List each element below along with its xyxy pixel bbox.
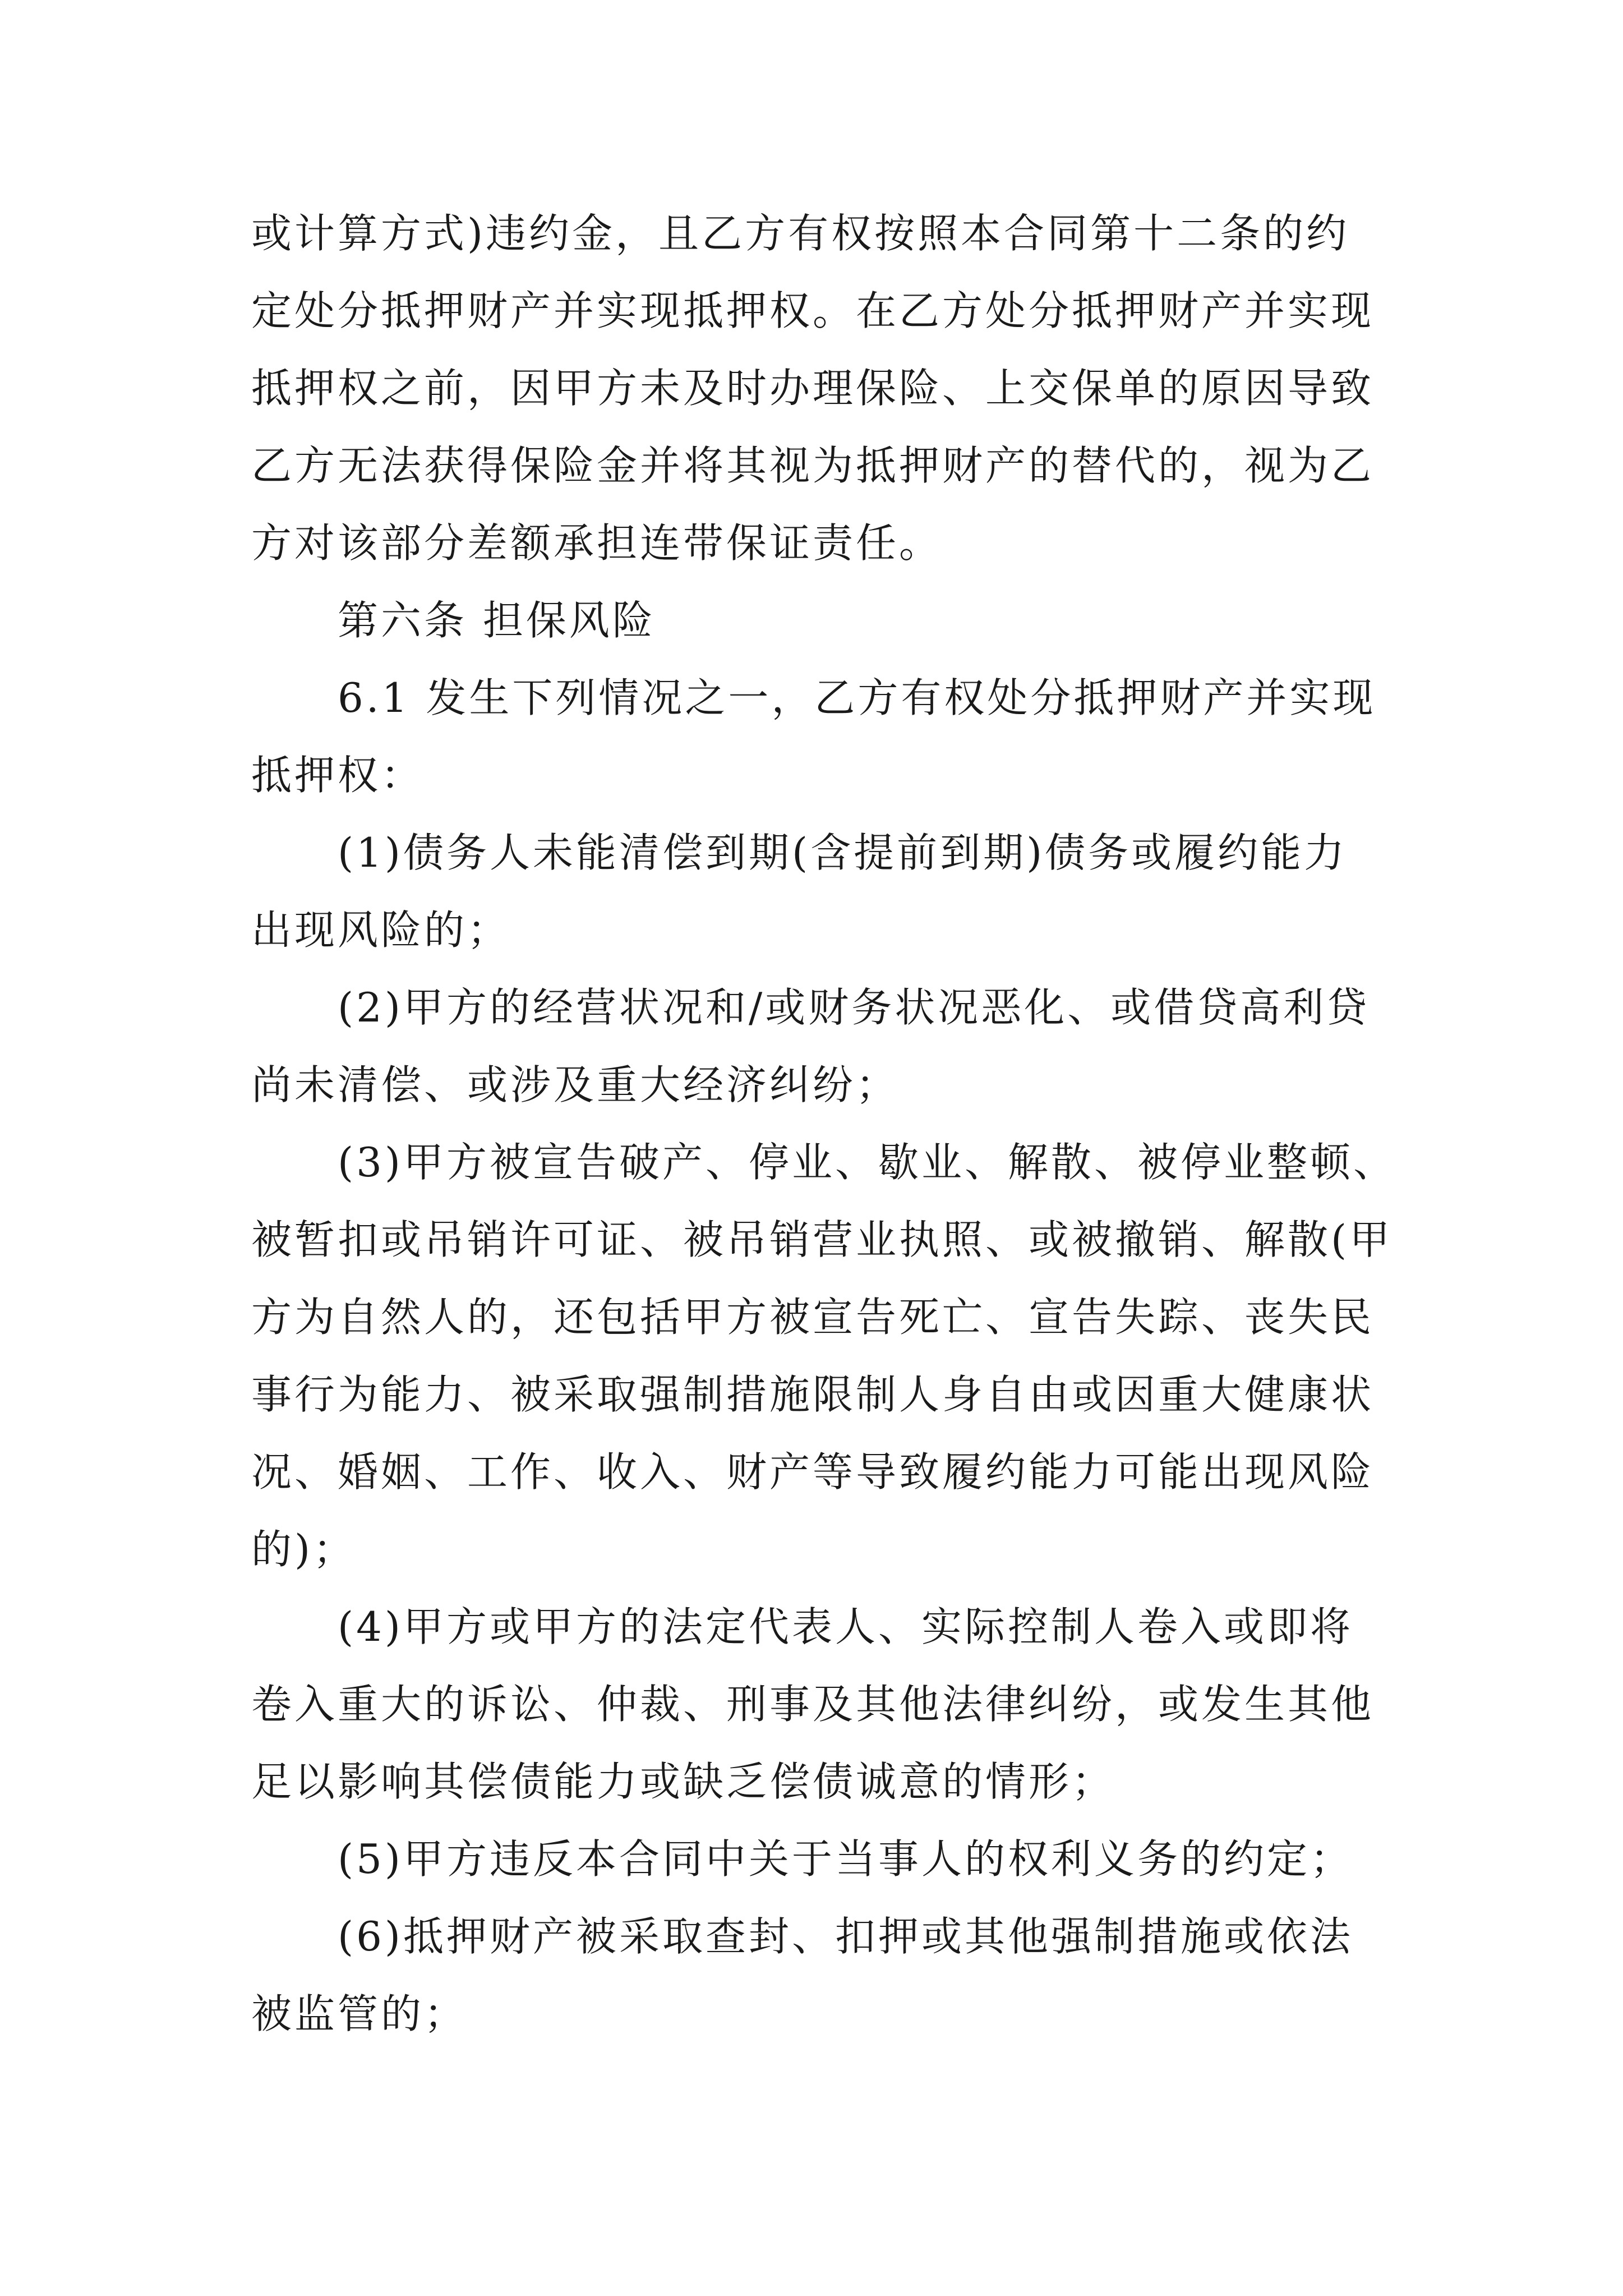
text-line: 抵押权：	[251, 752, 425, 799]
text-line: 出现风险的；	[251, 907, 511, 954]
text-line: 事行为能力、被采取强制措施限制人身自由或因重大健康状	[251, 1371, 1375, 1418]
text-line: (4)甲方或甲方的法定代表人、实际控制人卷入或即将	[338, 1603, 1353, 1650]
section-heading: 第六条 担保风险	[338, 597, 656, 644]
text-line: 或计算方式)违约金，且乙方有权按照本合同第十二条的约	[251, 210, 1350, 257]
text-line: 乙方无法获得保险金并将其视为抵押财产的替代的，视为乙	[251, 442, 1375, 489]
text-line: 尚未清偿、或涉及重大经济纠纷；	[251, 1061, 900, 1108]
text-line: (3)甲方被宣告破产、停业、歇业、解散、被停业整顿、	[338, 1139, 1396, 1186]
text-line: (5)甲方违反本合同中关于当事人的权利义务的约定；	[338, 1835, 1353, 1883]
text-line: 被暂扣或吊销许可证、被吊销营业执照、或被撤销、解散(甲	[251, 1216, 1393, 1263]
text-line: (1)债务人未能清偿到期(含提前到期)债务或履约能力	[338, 829, 1348, 876]
text-line: 被监管的；	[251, 1990, 468, 2037]
text-line: 的)；	[251, 1526, 357, 1573]
text-line: 定处分抵押财产并实现抵押权。在乙方处分抵押财产并实现	[251, 287, 1375, 334]
text-line: 方对该部分差额承担连带保证责任。	[251, 519, 943, 567]
text-line: 卷入重大的诉讼、仲裁、刑事及其他法律纠纷，或发生其他	[251, 1681, 1375, 1728]
text-line: (2)甲方的经营状况和/或财务状况恶化、或借贷高利贷	[338, 984, 1370, 1031]
text-line: 况、婚姻、工作、收入、财产等导致履约能力可能出现风险	[251, 1448, 1375, 1496]
text-line: 方为自然人的，还包括甲方被宣告死亡、宣告失踪、丧失民	[251, 1294, 1375, 1341]
text-line: 抵押权之前，因甲方未及时办理保险、上交保单的原因导致	[251, 365, 1375, 412]
text-line: 6.1 发生下列情况之一，乙方有权处分抵押财产并实现	[338, 674, 1376, 721]
text-line: 足以影响其偿债能力或缺乏偿债诚意的情形；	[251, 1758, 1115, 1805]
text-line: (6)抵押财产被采取查封、扣押或其他强制措施或依法	[338, 1913, 1353, 1960]
